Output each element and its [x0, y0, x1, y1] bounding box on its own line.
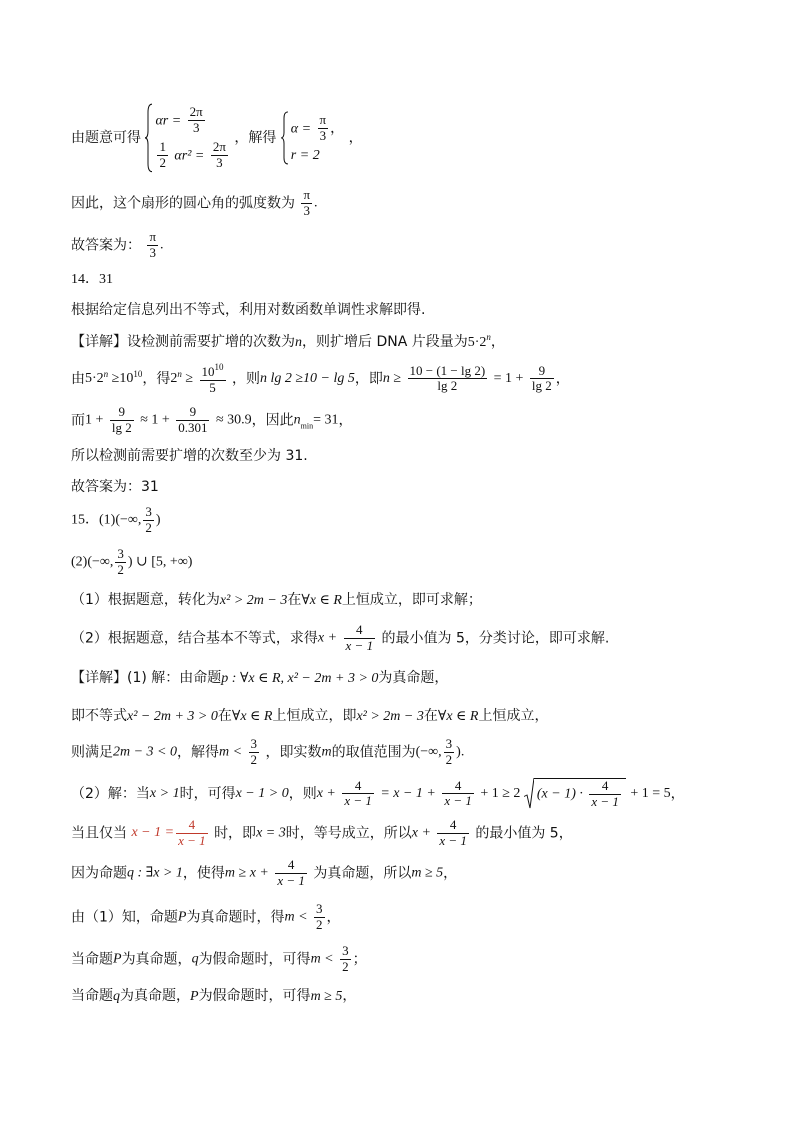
line-system — [71, 103, 363, 173]
fraction: $\frac{4}{x - 1}$ — [591, 778, 619, 809]
line-case2: 当命题q为真命题，P为假命题时，可得m ≥ 5， — [71, 988, 357, 1004]
math: αr = — [155, 113, 182, 129]
answer-text: 故答案为：31 — [71, 479, 159, 495]
brace-icon — [145, 103, 153, 173]
analysis-text: 根据给定信息列出不等式，利用对数函数单调性求解即得. — [71, 302, 426, 318]
fraction: $\frac{9}{0.301}$ — [178, 404, 208, 435]
detail-bracket: 【详解】 — [71, 670, 127, 686]
text: 因此，这个扇形的圆心角的弧度数为 — [71, 195, 295, 212]
math: 5·2 — [467, 335, 487, 350]
fraction: $\frac{2\pi}{3}$ — [212, 138, 226, 170]
fraction: $\frac{\pi}{3}$ — [319, 111, 327, 143]
fraction: $\frac{3}{2}$ — [145, 504, 152, 535]
fraction: $\frac{1}{2}$ — [159, 138, 166, 170]
fraction: $\frac{3}{2}$ — [316, 901, 323, 932]
radical-icon — [524, 778, 534, 809]
math: αr² = — [174, 148, 205, 164]
text: 设检测前需要扩增的次数为 — [127, 334, 295, 350]
fraction: $\frac{4}{x - 1}$ — [344, 777, 372, 809]
line-conclusion: 因此，这个扇形的圆心角的弧度数为 $\frac{\pi}{3}$ . — [71, 187, 318, 218]
equation-system — [145, 103, 229, 173]
fraction: $\frac{10^{10}}{5}$ — [201, 362, 224, 395]
text: 由题意可得 — [71, 129, 141, 146]
line-estimate: 而1 + $\frac{9}{\lg 2}$ ≈ 1 + $\frac{9}{0.301}$ ≈ 30.9，因此$n_{min}= 31$， — [71, 404, 353, 435]
fraction: $\frac{\pi}{3}$ — [303, 187, 311, 218]
line-proposition-q: 因为命题q : ∃x > 1，使得m ≥ x + $\frac{4}{x - 1}$ 为真命题，所以m ≥ 5， — [71, 857, 458, 888]
math: α = — [290, 121, 312, 137]
text: ，则扩增后 DNA 片段量为 — [302, 334, 468, 350]
fraction: $\frac{3}{2}$ — [445, 736, 453, 767]
fraction: $\frac{3}{2}$ — [117, 546, 124, 577]
math: n — [295, 335, 302, 350]
fraction: $\frac{9}{\lg 2}$ — [531, 362, 552, 394]
text: ，解得 — [234, 129, 277, 146]
fraction: $\frac{4}{x - 1}$ — [439, 817, 467, 848]
line-case1: 当命题P为真命题，q为假命题时，可得m < $\frac{3}{2}$ ； — [71, 943, 367, 974]
line-detail-15: 【详解】(1) 解：由命题p : ∀x ∈ R, x² − 2m + 3 > 0为真命题， — [71, 670, 449, 686]
line-detail-14: 【详解】设检测前需要扩增的次数为n，则扩增后 DNA 片段量为$5\cdot 2^n$， — [71, 332, 505, 350]
line-from-part1: 由（1）知，命题P为真命题时，得m < $\frac{3}{2}$ ， — [71, 901, 341, 932]
line-derivation: 由$5\cdot 2^n \ge 10^{10}$，得$2^n$ ≥ $\frac{10^{10}}{5}$ ，则n lg 2 ≥10 − lg 5，即n ≥ $\frac{10 - (1 - \lg 2)}{\lg 2}$ = 1 + $\frac{9}{\lg 2}$ ， — [71, 362, 570, 395]
math: r = 2 — [290, 147, 320, 163]
conclusion-text: 所以检测前需要扩增的次数至少为 31. — [71, 448, 308, 464]
fraction: $\frac{4}{x - 1}$ — [277, 857, 305, 888]
highlighted-condition: x − 1 = $\frac{4}{x - 1}$ — [131, 817, 206, 848]
line-am-gm: （2）解：当x > 1时，可得x − 1 > 0，则x + $\frac{4}{x - 1}$ = x − 1 + $\frac{4}{x - 1}$ + 1 ≥ 2 (x − 1) · $\frac{4}{x - 1}$ + 1 = 5， — [71, 777, 685, 809]
fraction: $\frac{10 - (1 - \lg 2)}{\lg 2}$ — [409, 362, 486, 394]
solution-system: α = $\frac{\pi}{3}$ ， r = 2 — [281, 111, 344, 165]
fraction: $\frac{2\pi}{3}$ — [189, 104, 203, 135]
fraction: $\frac{\pi}{3}$ — [149, 229, 157, 260]
analysis-15-1: （1）根据题意，转化为x² > 2m − 3在∀x ∈ R上恒成立，即可求解； — [71, 592, 482, 608]
fraction: $\frac{9}{\lg 2}$ — [111, 404, 132, 435]
brace-icon — [281, 111, 289, 165]
question-14-label: 14．31 — [71, 272, 113, 287]
detail-bracket: 【详解】 — [71, 334, 127, 350]
question-15-part1: 15．(1)(−∞, $\frac{3}{2}$ ) — [71, 504, 161, 535]
fraction: $\frac{4}{x - 1}$ — [444, 777, 472, 809]
text: ， — [348, 129, 363, 146]
text: 故答案为： — [71, 237, 141, 254]
fraction: $\frac{3}{2}$ — [250, 736, 258, 767]
question-15-part2: (2)(−∞, $\frac{3}{2}$ ) ∪ [5, +∞) — [71, 546, 193, 577]
line-range: 则满足2m − 3 < 0，解得m < $\frac{3}{2}$ ，即实数m的取值范围为(−∞, $\frac{3}{2}$ ). — [71, 736, 465, 767]
line-equality: 当且仅当 x − 1 = $\frac{4}{x - 1}$ 时，即x = 3时，等号成立，所以x + $\frac{4}{x - 1}$ 的最小值为 5， — [71, 817, 573, 848]
line-answer: 故答案为： $\frac{\pi}{3}$ . — [71, 229, 164, 260]
fraction: $\frac{3}{2}$ — [342, 943, 349, 974]
line-inequality: 即不等式x² − 2m + 3 > 0在∀x ∈ R上恒成立，即x² > 2m − 3在∀x ∈ R上恒成立， — [71, 708, 549, 724]
analysis-15-2: （2）根据题意，结合基本不等式，求得x + $\frac{4}{x - 1}$ 的最小值为 5，分类讨论，即可求解. — [71, 622, 610, 653]
square-root: (x − 1) · $\frac{4}{x - 1}$ — [534, 778, 626, 810]
fraction: $\frac{4}{x - 1}$ — [345, 622, 374, 653]
fraction: $\frac{4}{x - 1}$ — [178, 817, 206, 848]
